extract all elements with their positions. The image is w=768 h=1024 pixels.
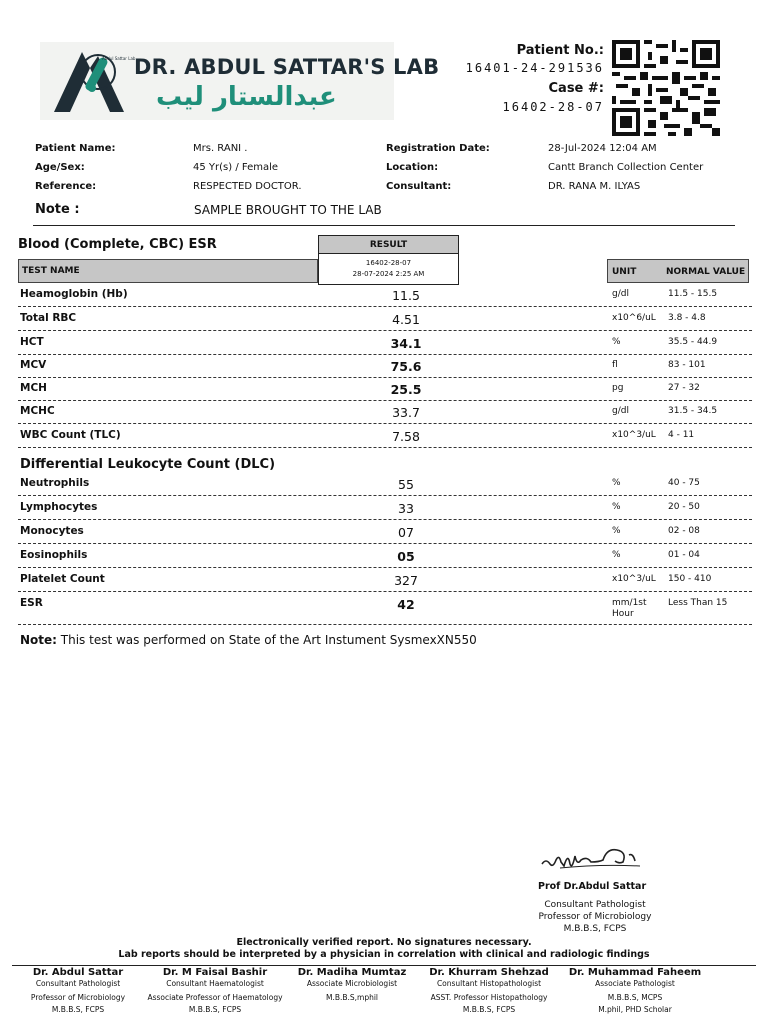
test-normal-range: 35.5 - 44.9 (668, 337, 718, 347)
doctor-title: Associate Microbiologist (306, 979, 398, 988)
test-value: 327 (394, 573, 418, 588)
table-row (18, 571, 752, 592)
doctor-qualification: M.B.B.S, MCPS (607, 993, 663, 1002)
signatory-position: Professor of Microbiology (538, 912, 652, 922)
test-name: Lymphocytes (20, 501, 98, 513)
registration-date-value: 28-Jul-2024 12:04 AM (548, 143, 657, 154)
doctor-title: Consultant Histopathologist (436, 979, 542, 988)
location-value: Cantt Branch Collection Center (548, 162, 704, 173)
table-row (18, 334, 752, 355)
signatory-qualification: M.B.B.S, FCPS (563, 924, 627, 934)
test-name: Neutrophils (20, 477, 90, 489)
test-value: 4.51 (392, 312, 420, 327)
test-normal-range: Less Than 15 (668, 598, 728, 608)
age-sex-value: 45 Yr(s) / Female (193, 162, 279, 173)
result-header (318, 235, 459, 285)
case-value: 16402-28-07 (502, 100, 604, 114)
test-name: ESR (20, 597, 43, 609)
test-normal-range: 4 - 11 (668, 430, 695, 440)
test-value: 05 (397, 549, 415, 564)
signature-icon (530, 842, 670, 876)
note-label: Note : (35, 202, 80, 217)
test-unit: fl (612, 360, 618, 370)
instrument-note-label: Note: (20, 633, 57, 647)
doctor-card (277, 967, 427, 1004)
header-divider (33, 225, 735, 226)
test-value: 55 (398, 477, 414, 492)
result-case-no: 16402-28-07 (365, 259, 412, 267)
test-normal-range: 40 - 75 (668, 478, 700, 488)
test-normal-range: 3.8 - 4.8 (668, 313, 706, 323)
reference-label: Reference: (35, 181, 97, 192)
patient-name-label: Patient Name: (35, 143, 116, 154)
test-name: Monocytes (20, 525, 84, 537)
doctor-position: ASST. Professor Histopathology (430, 993, 548, 1002)
test-normal-range: 20 - 50 (668, 502, 700, 512)
doctor-qualification: M.B.B.S, FCPS (188, 1005, 242, 1014)
registration-date-label: Registration Date: (386, 143, 490, 154)
test-unit: x10^6/uL (612, 313, 656, 323)
table-row (18, 595, 752, 625)
test-unit: % (612, 478, 621, 488)
test-unit-line2: Hour (612, 609, 634, 619)
doctor-name: Dr. Muhammad Faheem (568, 967, 702, 978)
lab-name-urdu: عبدالستار لیب (156, 82, 337, 112)
test-value: 25.5 (390, 382, 422, 397)
test-value: 11.5 (392, 288, 420, 303)
normal-value-header: NORMAL VALUE (666, 267, 746, 277)
test-name: WBC Count (TLC) (20, 429, 121, 441)
test-normal-range: 31.5 - 34.5 (668, 406, 718, 416)
test-normal-range: 02 - 08 (668, 526, 700, 536)
instrument-note (20, 633, 477, 647)
test-name: Platelet Count (20, 573, 105, 585)
patient-name-value: Mrs. RANI . (193, 143, 248, 154)
test-unit: x10^3/uL (612, 574, 656, 584)
doctor-qualification-2: M.phil, PHD Scholar (598, 1005, 672, 1014)
logo-ring-text: Abdul Sattar Lab (102, 56, 136, 61)
test-name: Heamoglobin (Hb) (20, 288, 128, 300)
table-row (18, 547, 752, 568)
note-value: SAMPLE BROUGHT TO THE LAB (194, 203, 382, 217)
test-value: 42 (397, 597, 415, 612)
test-unit: % (612, 337, 621, 347)
test-value: 7.58 (392, 429, 420, 444)
test-name: MCHC (20, 405, 55, 417)
doctor-name: Dr. Abdul Sattar (32, 967, 124, 978)
consultant-value: DR. RANA M. ILYAS (548, 181, 641, 192)
test-unit: g/dl (612, 406, 629, 416)
doctor-name: Dr. M Faisal Bashir (162, 967, 268, 978)
doctor-qualification: M.B.B.S, FCPS (51, 1005, 105, 1014)
location-label: Location: (386, 162, 439, 173)
doctor-title: Consultant Pathologist (35, 979, 121, 988)
unit-header: UNIT (612, 267, 637, 277)
doctor-card (140, 967, 290, 1016)
age-sex-label: Age/Sex: (35, 162, 85, 173)
test-unit: pg (612, 383, 624, 393)
test-normal-range: 01 - 04 (668, 550, 700, 560)
report-title: Blood (Complete, CBC) ESR (18, 237, 217, 252)
doctor-name: Dr. Madiha Mumtaz (297, 967, 407, 978)
lab-name: DR. ABDUL SATTAR'S LAB (134, 55, 440, 79)
result-label: RESULT (319, 236, 458, 254)
table-row (18, 403, 752, 424)
test-name: MCV (20, 359, 47, 371)
lab-logo-icon (52, 48, 136, 118)
test-normal-range: 150 - 410 (668, 574, 712, 584)
signatory-title: Consultant Pathologist (544, 900, 646, 910)
test-name: MCH (20, 382, 47, 394)
qr-code-icon (612, 40, 720, 136)
table-row (18, 286, 752, 307)
table-row (18, 357, 752, 378)
signatory-name: Prof Dr.Abdul Sattar (538, 881, 647, 892)
patient-no-label: Patient No.: (516, 43, 604, 58)
doctor-title: Consultant Haematologist (166, 979, 264, 988)
test-value: 33.7 (392, 405, 420, 420)
verification-note: Electronically verified report. No signatures necessary. (236, 937, 532, 948)
test-unit: mm/1st (612, 598, 647, 608)
test-name: HCT (20, 336, 44, 348)
test-unit: % (612, 502, 621, 512)
test-unit: % (612, 550, 621, 560)
doctor-card (414, 967, 564, 1016)
table-row (18, 380, 752, 401)
dlc-title: Differential Leukocyte Count (DLC) (20, 457, 276, 472)
doctor-card (3, 967, 153, 1016)
test-value: 07 (398, 525, 414, 540)
reference-value: RESPECTED DOCTOR. (193, 181, 302, 192)
interpretation-note: Lab reports should be interpreted by a physician in correlation with clinical and radiologic findings (118, 949, 650, 960)
table-row (18, 523, 752, 544)
test-unit: x10^3/uL (612, 430, 656, 440)
test-unit: g/dl (612, 289, 629, 299)
test-value: 33 (398, 501, 414, 516)
test-normal-range: 27 - 32 (668, 383, 700, 393)
test-unit: % (612, 526, 621, 536)
footer-divider (12, 965, 756, 966)
test-name: Eosinophils (20, 549, 88, 561)
test-normal-range: 83 - 101 (668, 360, 706, 370)
doctor-qualification: M.B.B.S,mphil (325, 993, 379, 1002)
table-row (18, 499, 752, 520)
doctor-position: Associate Professor of Haematology (147, 993, 283, 1002)
table-row (18, 427, 752, 448)
case-label: Case #: (548, 81, 604, 96)
test-name: Total RBC (20, 312, 77, 324)
doctor-title: Associate Pathologist (595, 979, 675, 988)
test-value: 75.6 (390, 359, 422, 374)
test-name-header: TEST NAME (18, 259, 318, 283)
test-value: 34.1 (390, 336, 422, 351)
instrument-note-text: This test was performed on State of the Art Instument SysmexXN550 (56, 633, 477, 647)
unit-normal-header (607, 259, 749, 283)
table-row (18, 310, 752, 331)
doctor-qualification: M.B.B.S, FCPS (462, 1005, 516, 1014)
doctor-card (560, 967, 710, 1016)
test-normal-range: 11.5 - 15.5 (668, 289, 718, 299)
table-row (18, 475, 752, 496)
doctor-name: Dr. Khurram Shehzad (429, 967, 549, 978)
result-datetime: 28-07-2024 2:25 AM (352, 270, 425, 278)
consultant-label: Consultant: (386, 181, 452, 192)
doctor-position: Professor of Microbiology (30, 993, 126, 1002)
patient-no-value: 16401-24-291536 (465, 61, 604, 75)
